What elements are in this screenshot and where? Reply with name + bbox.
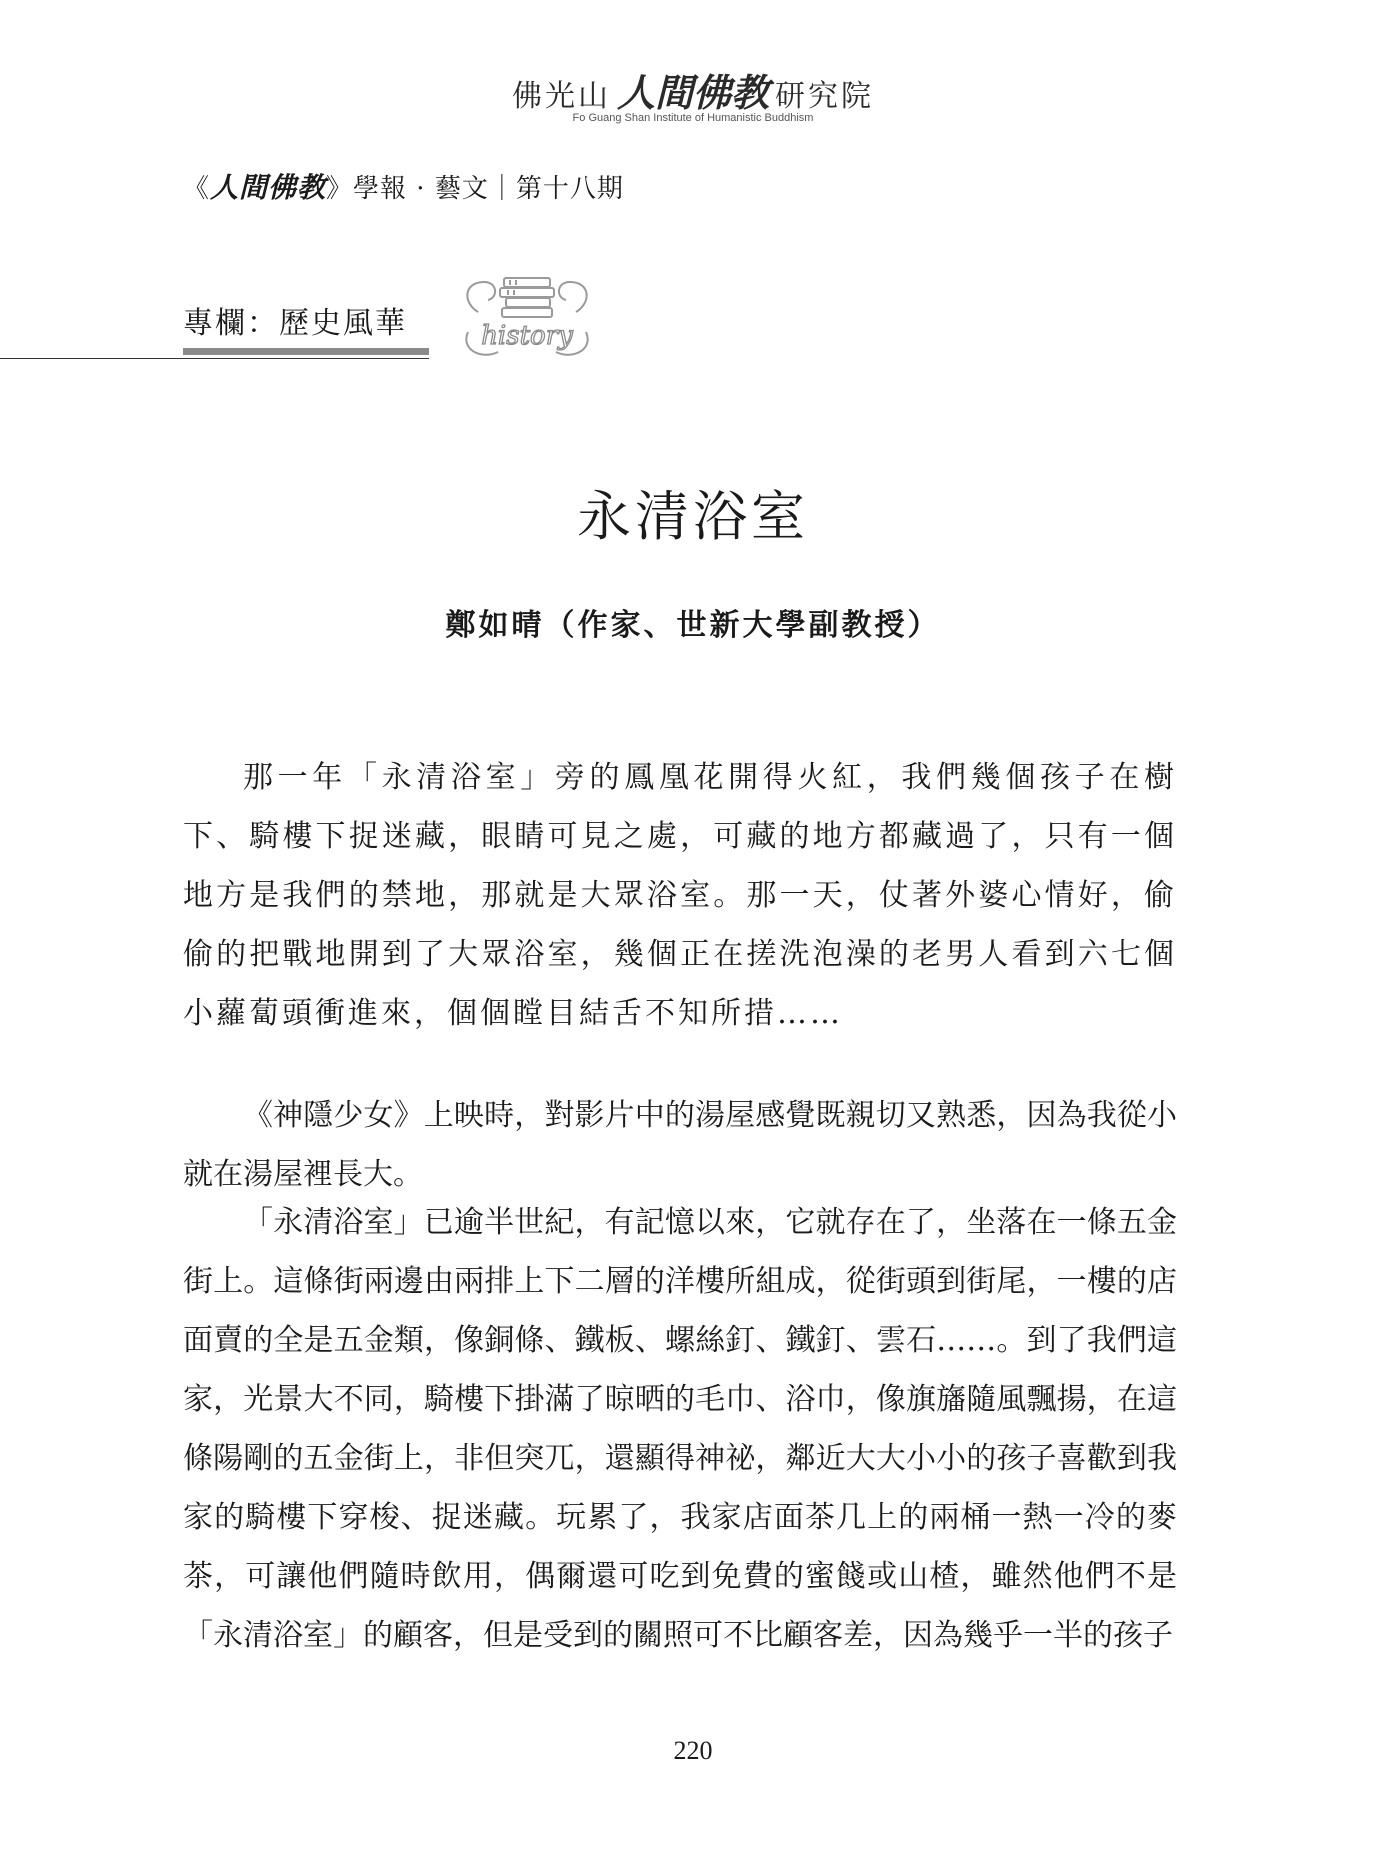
institute-header bbox=[0, 62, 1386, 117]
article-title: 永清浴室 bbox=[577, 485, 809, 548]
history-icon-text: history bbox=[481, 321, 573, 351]
article-paragraph: 《神隱少女》上映時，對影片中的湯屋感覺既親切又熟悉，因為我從小就在湯屋裡長大。 bbox=[183, 1098, 1177, 1192]
article-paragraph: 「永清浴室」已逾半世紀，有記憶以來，它就存在了，坐落在一條五金街上。這條街兩邊由兩排上下二層的洋樓所組成，從街頭到街尾，一樓的店面賣的全是五金類，像銅條、鐵板、螺絲釘、鐵釘、雲石……。到了我們這家，光景大不同，騎樓下掛滿了晾晒的毛巾、浴巾，像旗旛隨風飄揚，在這條陽剛的五金街上，非但突兀，還顯得神祕，鄰近大大小小的孩子喜歡到我家的騎樓下穿梭、捉迷藏。玩累了，我家店面茶几上的兩桶一熱一冷的麥茶，可讓他們隨時飲用，偶爾還可吃到免費的蜜餞或山楂，雖然他們不是「永清浴室」的顧客，但是受到的關照可不比顧客差，因為幾乎一半的孩子 bbox=[183, 1205, 1177, 1653]
book-stack-icon bbox=[458, 272, 596, 364]
journal-running-header bbox=[183, 166, 624, 206]
column-rule bbox=[0, 358, 429, 359]
institute-suffix: 研究院 bbox=[775, 79, 874, 114]
institute-prefix: 佛光山 bbox=[511, 79, 611, 114]
page-number: 220 bbox=[673, 1736, 713, 1765]
article-author: 鄭如晴（作家、世新大學副教授） bbox=[445, 608, 941, 643]
journal-open-bracket: 《 bbox=[183, 174, 211, 204]
column-underline bbox=[183, 348, 429, 355]
column-label: 專欄：歷史風華 bbox=[183, 306, 407, 341]
institute-calligraphy: 人間佛教 bbox=[616, 70, 769, 115]
article-paragraph: 那一年「永清浴室」旁的鳳凰花開得火紅，我們幾個孩子在樹下、騎樓下捉迷藏，眼睛可見之處，可藏的地方都藏過了，只有一個地方是我們的禁地，那就是大眾浴室。那一天，仗著外婆心情好，偷偷的把戰地開到了大眾浴室，幾個正在搓洗泡澡的老男人看到六七個小蘿蔔頭衝進來，個個瞠目結舌不知所措…… bbox=[183, 760, 1177, 1031]
journal-issue: 》學報 · 藝文｜第十八期 bbox=[326, 174, 624, 204]
journal-calligraphy: 人間佛教 bbox=[210, 171, 327, 204]
institute-english-name: Fo Guang Shan Institute of Humanistic Buddhism bbox=[572, 112, 814, 124]
